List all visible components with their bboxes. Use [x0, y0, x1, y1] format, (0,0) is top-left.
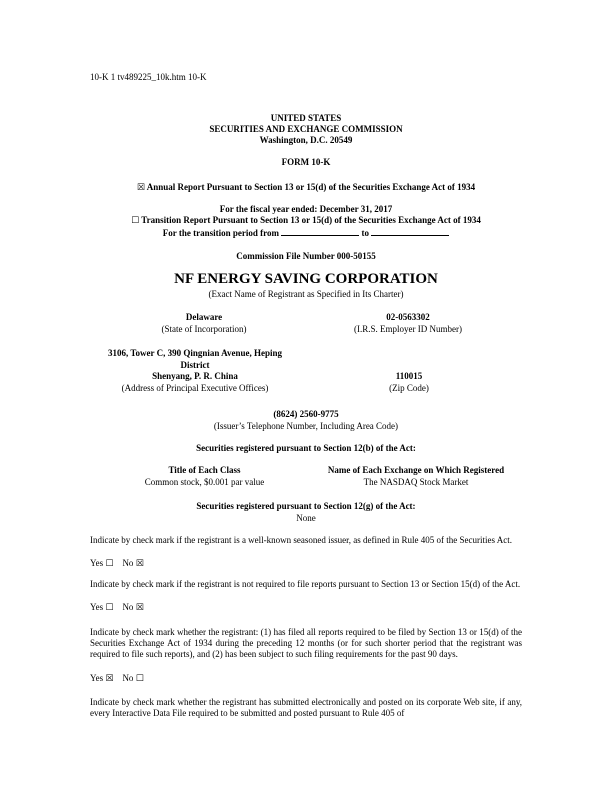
filing-header: 10-K 1 tv489225_10k.htm 10-K	[90, 72, 207, 82]
class-column-header: Title of Each Class	[168, 465, 241, 475]
yes-checkbox[interactable]: ☐	[105, 559, 114, 569]
question-filed-reports: Indicate by check mark whether the registrant: (1) has filed all reports required to be filed by Section 13 or 15(d) of the Securities Exchange Act of 1934 during the preceding 12 months (or for such shorter period that the registrant was required to file such reports), and (2) has been subject to such filing requirements for the past 90 days.	[90, 627, 522, 659]
no-label: No	[122, 602, 134, 612]
zip-code: 110015	[395, 371, 423, 381]
registrant-name: NF ENERGY SAVING CORPORATION	[174, 271, 438, 287]
irs-caption: (I.R.S. Employer ID Number)	[354, 324, 462, 334]
annual-report-text: Annual Report Pursuant to Section 13 or 15(d) of the Securities Exchange Act of 1934	[145, 182, 476, 192]
agency-line-1: UNITED STATES	[270, 113, 342, 123]
class-value: Common stock, $0.001 par value	[144, 477, 265, 487]
agency-line-3: Washington, D.C. 20549	[259, 135, 353, 145]
agency-block	[0, 113, 612, 146]
section-12g-heading: Securities registered pursuant to Section 12(g) of the Act:	[196, 501, 416, 511]
answer-filed-reports	[90, 673, 144, 685]
transition-to-label: to	[361, 228, 372, 238]
answer-not-required	[90, 602, 144, 614]
exchange-value: The NASDAQ Stock Market	[363, 477, 469, 487]
telephone-number: (8624) 2560-9775	[273, 409, 339, 419]
no-checkbox[interactable]: ☒	[135, 603, 144, 613]
address-line-3: Shenyang, P. R. China	[152, 371, 238, 381]
transition-report-checkbox[interactable]: ☐	[131, 216, 140, 226]
answer-well-known-issuer	[90, 558, 144, 570]
address-line-2: District	[180, 360, 210, 370]
yes-label: Yes	[90, 673, 104, 683]
no-checkbox[interactable]: ☐	[135, 674, 144, 684]
section-12g-value: None	[296, 513, 316, 523]
no-label: No	[122, 673, 134, 683]
agency-line-2: SECURITIES AND EXCHANGE COMMISSION	[209, 124, 403, 134]
telephone-caption: (Issuer’s Telephone Number, Including Area Code)	[213, 421, 399, 431]
form-title: FORM 10-K	[281, 157, 331, 167]
transition-to-blank	[371, 227, 449, 236]
address-line-1: 3106, Tower C, 390 Qingnian Avenue, Heping	[108, 348, 282, 358]
exchange-column-header: Name of Each Exchange on Which Registered	[327, 465, 505, 475]
transition-from-blank	[281, 227, 359, 236]
annual-report-checkbox[interactable]: ☒	[136, 183, 145, 193]
state-caption: (State of Incorporation)	[161, 324, 247, 334]
yes-checkbox[interactable]: ☒	[105, 674, 114, 684]
commission-file-number: Commission File Number 000-50155	[236, 251, 376, 261]
question-well-known-issuer: Indicate by check mark if the registrant is a well-known seasoned issuer, as defined in Rule 405 of the Securities Act.	[90, 535, 513, 545]
fiscal-year-line: For the fiscal year ended: December 31, 2017	[219, 204, 393, 214]
transition-period-line	[0, 227, 612, 239]
transition-report-text: Transition Report Pursuant to Section 13 or 15(d) of the Securities Exchange Act of 1934	[139, 215, 481, 225]
question-interactive-data: Indicate by check mark whether the registrant has submitted electronically and posted on its corporate Web site, if any, every Interactive Data File required to be submitted and posted pursuant to Rule 405 of	[90, 697, 522, 718]
yes-checkbox[interactable]: ☐	[105, 603, 114, 613]
annual-report-line	[0, 182, 612, 194]
state-of-incorporation: Delaware	[185, 312, 223, 322]
fiscal-block	[0, 204, 612, 239]
no-label: No	[122, 558, 134, 568]
question-not-required: Indicate by check mark if the registrant is not required to file reports pursuant to Section 13 or Section 15(d) of the Act.	[90, 579, 521, 589]
transition-from-label: For the transition period from	[162, 228, 282, 238]
transition-report-line	[0, 215, 612, 227]
section-12b-heading: Securities registered pursuant to Section 12(b) of the Act:	[196, 443, 416, 453]
no-checkbox[interactable]: ☒	[135, 559, 144, 569]
registrant-name-caption: (Exact Name of Registrant as Specified in Its Charter)	[208, 289, 404, 299]
zip-caption: (Zip Code)	[389, 383, 429, 393]
yes-label: Yes	[90, 558, 104, 568]
irs-employer-id: 02-0563302	[386, 312, 430, 322]
address-caption: (Address of Principal Executive Offices)	[121, 383, 269, 393]
yes-label: Yes	[90, 602, 104, 612]
